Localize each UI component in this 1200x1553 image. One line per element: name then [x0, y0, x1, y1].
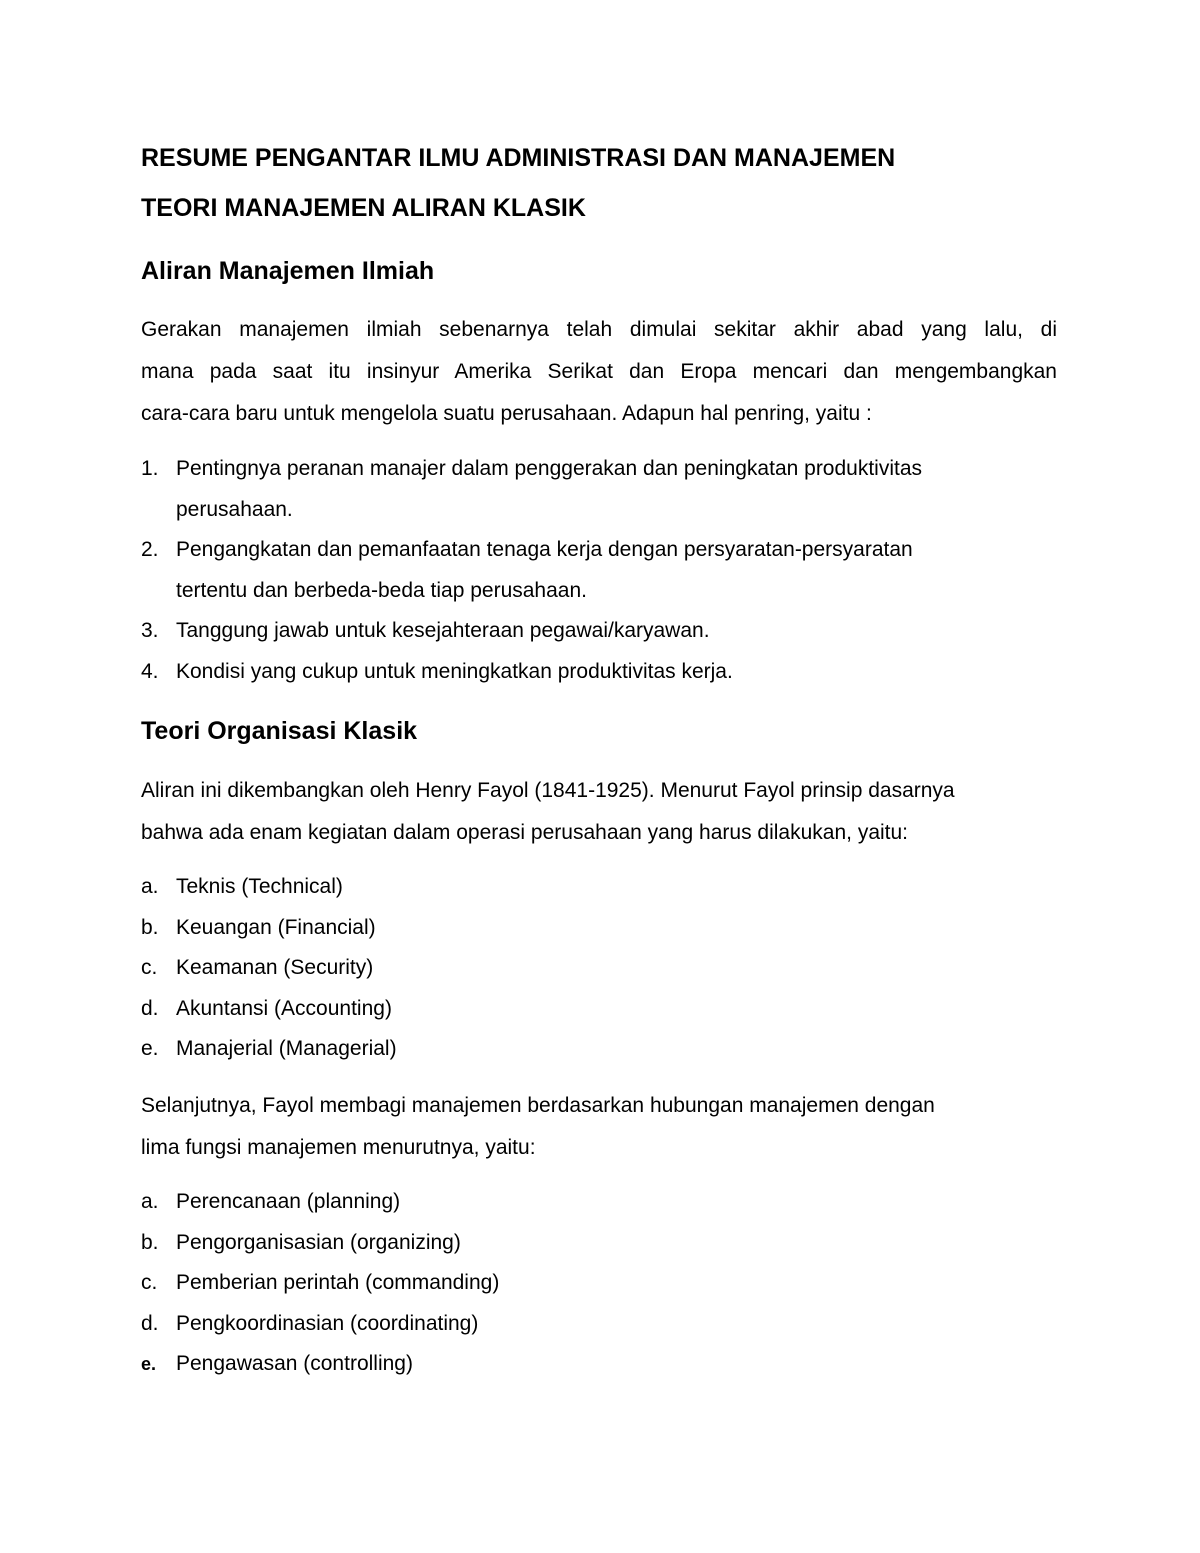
list-marker: d. [141, 996, 159, 1020]
list-marker: b. [141, 915, 159, 939]
list-item-text: tertentu dan berbeda-beda tiap perusahaan. [176, 578, 587, 602]
document-title-line-1: RESUME PENGANTAR ILMU ADMINISTRASI DAN MANAJEMEN [141, 144, 896, 172]
paragraph-line: mana pada saat itu insinyur Amerika Serikat dan Eropa mencari dan mengembangkan [141, 360, 1057, 383]
list-item [141, 1182, 1057, 1223]
list-item [141, 611, 1057, 652]
list-item-text: Pengawasan (controlling) [176, 1352, 413, 1375]
list-item-text: Kondisi yang cukup untuk meningkatkan produktivitas kerja. [176, 659, 733, 683]
list-marker: d. [141, 1311, 159, 1335]
list-marker: a. [141, 875, 159, 898]
list-item-text: Pengorganisasian (organizing) [176, 1230, 461, 1254]
list-marker: a. [141, 1190, 159, 1213]
list-marker: 4. [141, 659, 159, 683]
list-item-text: Pemberian perintah (commanding) [176, 1271, 500, 1294]
list-marker: c. [141, 1271, 158, 1294]
list-item-text: Keuangan (Financial) [176, 915, 376, 939]
paragraph-line: lima fungsi manajemen menurutnya, yaitu: [141, 1136, 536, 1159]
list-item [141, 530, 1057, 611]
list-item-text: Tanggung jawab untuk kesejahteraan pegawai/karyawan. [176, 619, 710, 642]
list-item-text: Keamanan (Security) [176, 956, 374, 979]
list-item [141, 449, 1057, 530]
list-marker: c. [141, 956, 158, 979]
list-item-text: Teknis (Technical) [176, 875, 343, 898]
list-marker: b. [141, 1230, 159, 1254]
list-item [141, 1029, 1057, 1070]
list-item-text: Pengangkatan dan pemanfaatan tenaga kerja dengan persyaratan-persyaratan [176, 538, 913, 561]
list-marker: 3. [141, 619, 159, 642]
list-item-text: Pengkoordinasian (coordinating) [176, 1311, 479, 1335]
list-item [141, 1344, 1057, 1385]
list-item [141, 1263, 1057, 1304]
section2-management-function-list [141, 1182, 1057, 1385]
paragraph-line: Selanjutnya, Fayol membagi manajemen berdasarkan hubungan manajemen dengan [141, 1094, 935, 1117]
paragraph-line: bahwa ada enam kegiatan dalam operasi perusahaan yang harus dilakukan, yaitu: [141, 821, 909, 844]
list-marker: e. [141, 1037, 159, 1060]
list-item [141, 989, 1057, 1030]
list-marker: e. [141, 1354, 157, 1374]
list-item [141, 908, 1057, 949]
section1-paragraph [141, 309, 1057, 435]
list-marker: 2. [141, 538, 159, 561]
list-item [141, 1223, 1057, 1264]
list-item [141, 948, 1057, 989]
section-heading-aliran-manajemen-ilmiah: Aliran Manajemen Ilmiah [141, 257, 435, 285]
list-item-text: perusahaan. [176, 497, 293, 521]
paragraph-line: Aliran ini dikembangkan oleh Henry Fayol (1841-1925). Menurut Fayol prinsip dasarnya [141, 779, 955, 802]
list-item-text: Pentingnya peranan manajer dalam penggerakan dan peningkatan produktivitas [176, 457, 923, 480]
list-item [141, 867, 1057, 908]
section-heading-teori-organisasi-klasik: Teori Organisasi Klasik [141, 717, 418, 745]
list-marker: 1. [141, 457, 159, 480]
list-item-text: Akuntansi (Accounting) [176, 996, 392, 1020]
section2-paragraph-1 [141, 770, 1057, 854]
section2-paragraph-2 [141, 1085, 1057, 1169]
list-item-text: Manajerial (Managerial) [176, 1037, 397, 1060]
list-item [141, 1304, 1057, 1345]
section1-numbered-list [141, 449, 1057, 692]
document-title-line-2: TEORI MANAJEMEN ALIRAN KLASIK [141, 194, 586, 222]
paragraph-line: Gerakan manajemen ilmiah sebenarnya telah dimulai sekitar akhir abad yang lalu, di [141, 318, 1057, 341]
section2-activity-list [141, 867, 1057, 1070]
list-item [141, 652, 1057, 693]
list-item-text: Perencanaan (planning) [176, 1190, 401, 1213]
paragraph-line: cara-cara baru untuk mengelola suatu perusahaan. Adapun hal penring, yaitu : [141, 402, 872, 425]
